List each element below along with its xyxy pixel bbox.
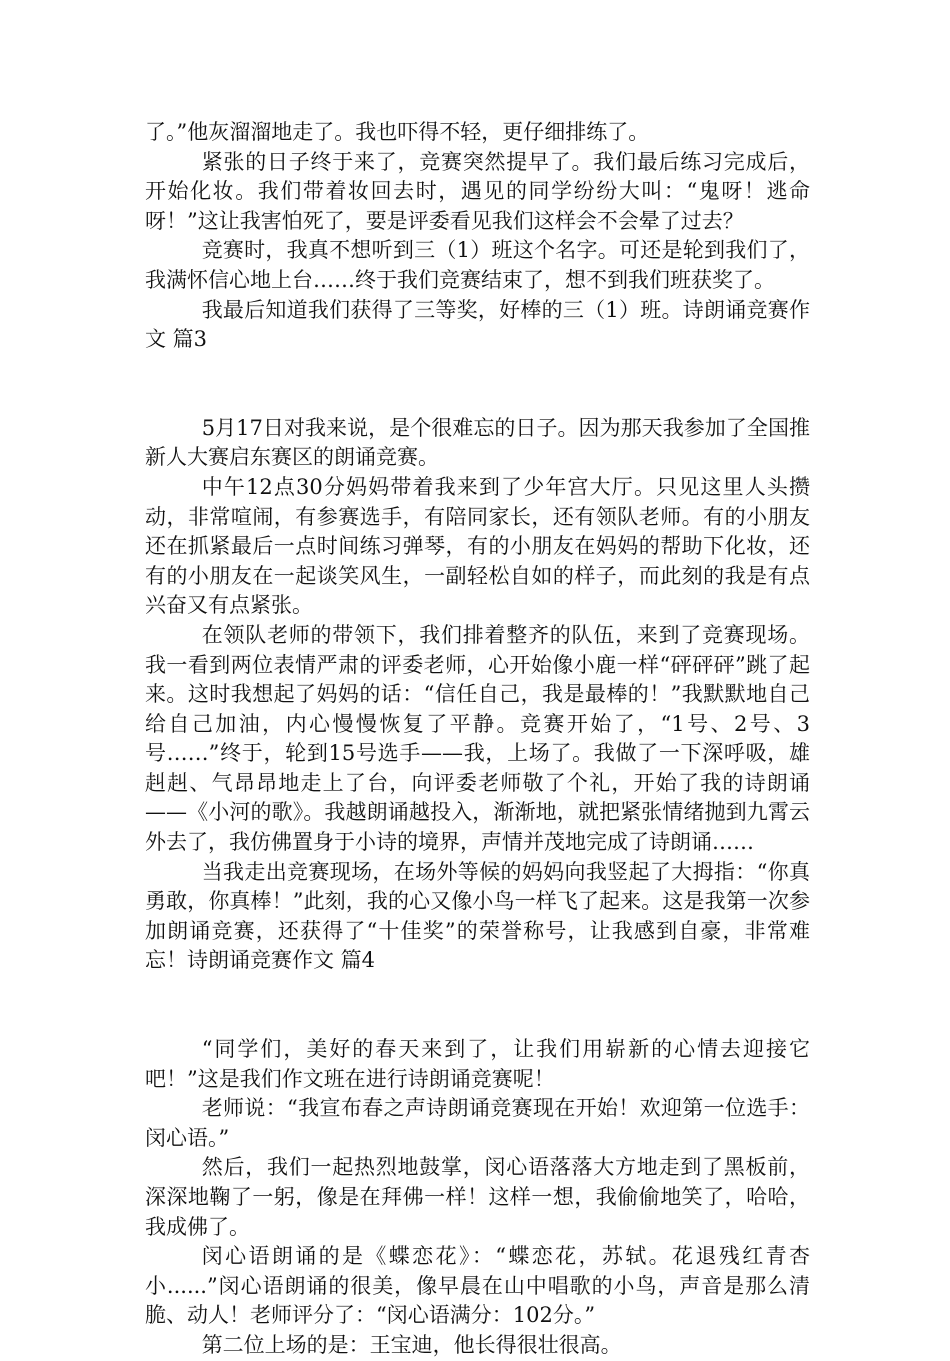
document-page xyxy=(145,118,810,1361)
paragraph: 5月17日对我来说，是个很难忘的日子。因为那天我参加了全国推新人大赛启东赛区的朗诵竞赛。 xyxy=(145,415,810,470)
paragraph: 然后，我们一起热烈地鼓掌，闵心语落落大方地走到了黑板前，深深地鞠了一躬，像是在拜佛一样！这样一想，我偷偷地笑了，哈哈，我成佛了。 xyxy=(145,1155,810,1239)
paragraph: 第二位上场的是：王宝迪，他长得很壮很高。 xyxy=(201,1332,622,1357)
paragraph: 老师说：“我宣布春之声诗朗诵竞赛现在开始！欢迎第一位选手：闵心语。” xyxy=(145,1096,810,1150)
paragraph: 在领队老师的带领下，我们排着整齐的队伍，来到了竞赛现场。我一看到两位表情严肃的评委老师，心开始像小鹿一样“砰砰砰”跳了起来。这时我想起了妈妈的话：“信任自己，我是最棒的！”我默默地自己给自己加油，内心慢慢恢复了平静。竞赛开始了，“1号、2号、3号……”终于，轮到15号选手——我，上场了。我做了一下深呼吸，雄赳赳、气昂昂地走上了台，向评委老师敬了个礼，开始了我的诗朗诵——《小河的歌》。我越朗诵越投入，渐渐地，就把紧张情绪抛到九霄云外去了，我仿佛置身于小诗的境界，声情并茂地完成了诗朗诵…… xyxy=(145,622,810,855)
paragraph: 中午12点30分妈妈带着我来到了少年宫大厅。只见这里人头攒动，非常喧闹，有参赛选手，有陪同家长，还有领队老师。有的小朋友还在抓紧最后一点时间练习弹琴，有的小朋友在妈妈的帮助下化妆，还有的小朋友在一起谈笑风生，一副轻松自如的样子，而此刻的我是有点兴奋又有点紧张。 xyxy=(145,474,810,618)
paragraph: “同学们，美好的春天来到了，让我们用崭新的心情去迎接它吧！”这是我们作文班在进行诗朗诵竞赛呢！ xyxy=(145,1037,810,1091)
paragraph: 紧张的日子终于来了，竞赛突然提早了。我们最后练习完成后，开始化妆。我们带着妆回去时，遇见的同学纷纷大叫：“鬼呀！逃命呀！”这让我害怕死了，要是评委看见我们这样会不会晕了过去？ xyxy=(145,149,810,233)
paragraph: 我最后知道我们获得了三等奖，好棒的三（1）班。诗朗诵竞赛作文 篇3 xyxy=(145,297,810,352)
paragraph: 了。”他灰溜溜地走了。我也吓得不轻，更仔细排练了。 xyxy=(145,120,650,144)
section-gap xyxy=(145,976,810,1035)
paragraph: 闵心语朗诵的是《蝶恋花》：“蝶恋花，苏轼。花退残红青杏小......”闵心语朗诵的很美，像早晨在山中唱歌的小鸟，声音是那么清脆、动人！老师评分了：“闵心语满分：102分。” xyxy=(145,1244,810,1328)
section-gap xyxy=(145,355,810,414)
paragraph: 当我走出竞赛现场，在场外等候的妈妈向我竖起了大拇指：“你真勇敢，你真棒！”此刻，我的心又像小鸟一样飞了起来。这是我第一次参加朗诵竞赛，还获得了“十佳奖”的荣誉称号，让我感到自豪，非常难忘！诗朗诵竞赛作文 篇4 xyxy=(145,859,810,973)
paragraph: 竞赛时，我真不想听到三（1）班这个名字。可还是轮到我们了，我满怀信心地上台……终于我们竞赛结束了，想不到我们班获奖了。 xyxy=(145,238,810,292)
